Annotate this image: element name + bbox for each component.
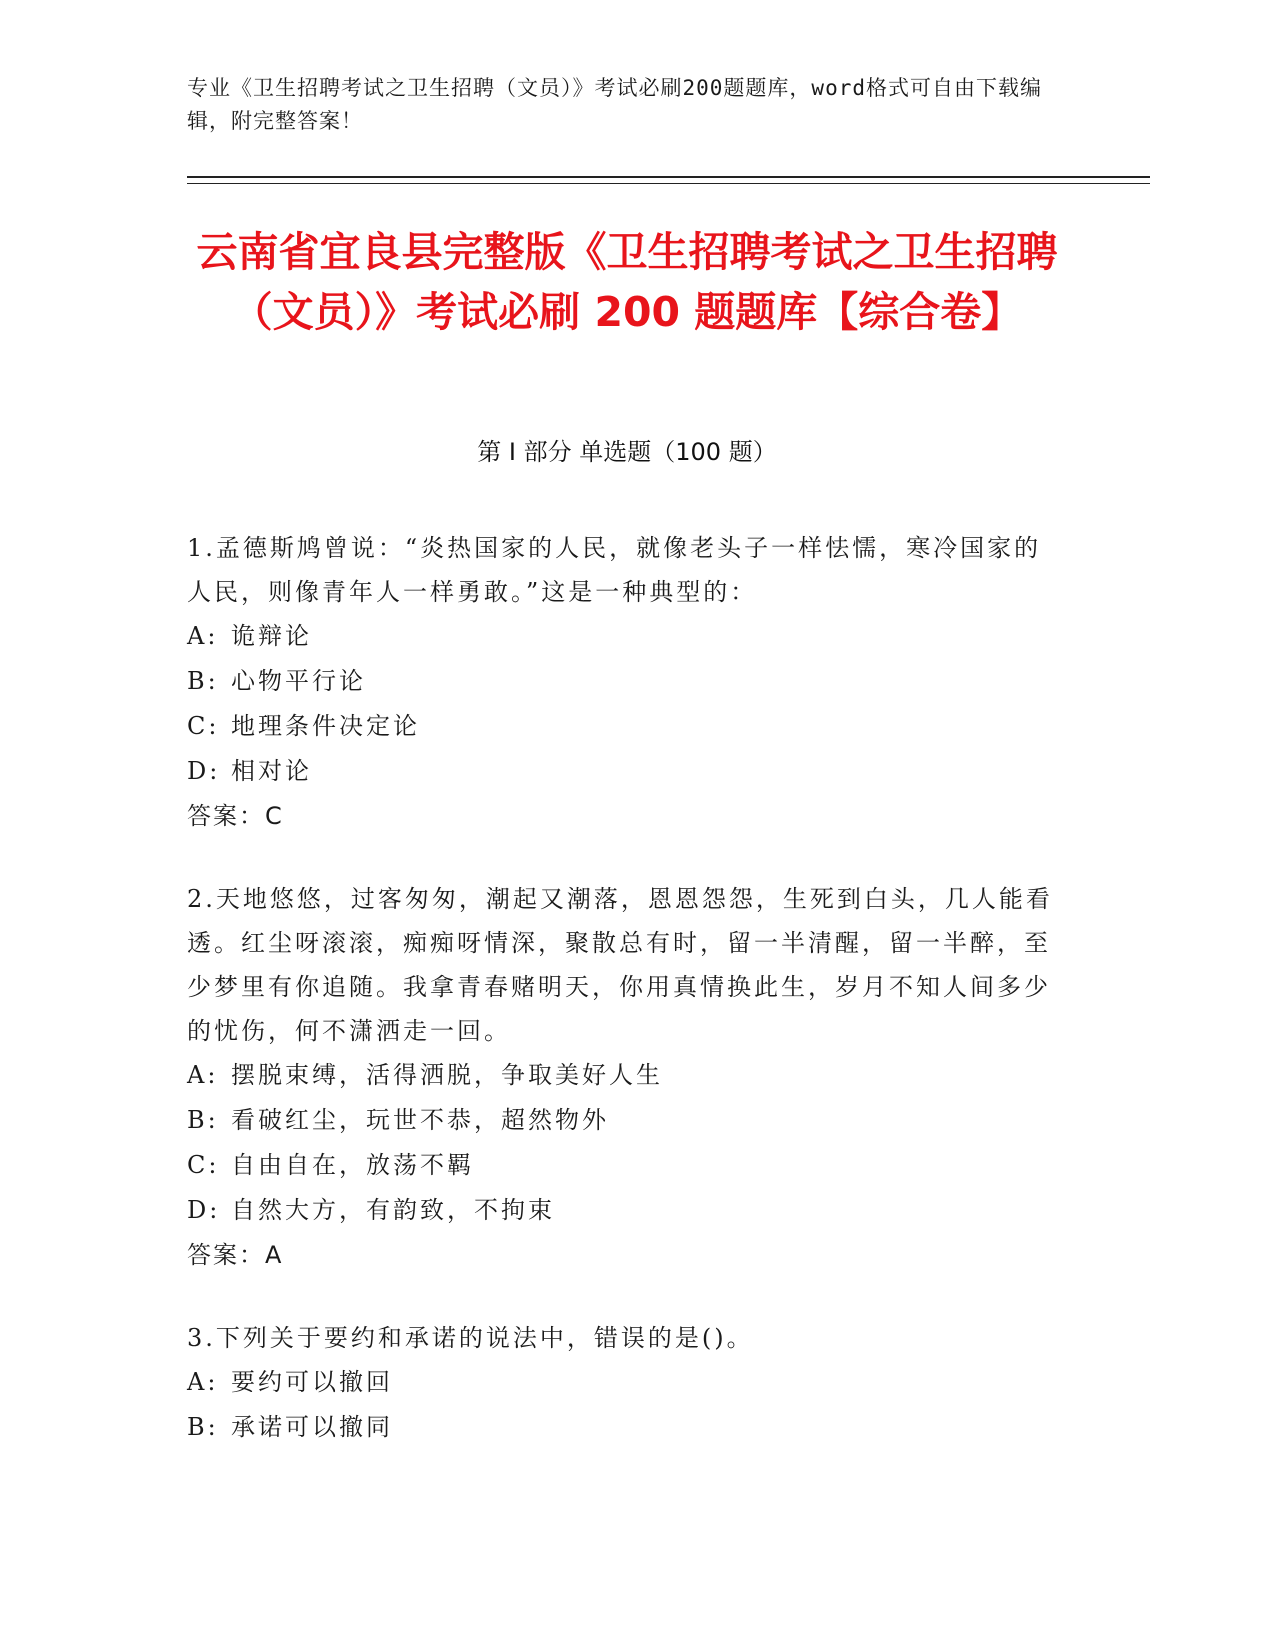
option-d (187, 1188, 1067, 1233)
option-key: B: (187, 1106, 219, 1134)
question-item (187, 877, 1067, 1278)
question-item (187, 526, 1067, 839)
option-text: 心物平行论 (231, 667, 366, 695)
option-text: 诡辩论 (231, 622, 312, 650)
option-key: C: (187, 712, 220, 740)
question-stem: 2.天地悠悠，过客匆匆，潮起又潮落，恩恩怨怨，生死到白头，几人能看透。红尘呀滚滚，痴痴呀情深，聚散总有时，留一半清醒，留一半醉，至少梦里有你追随。我拿青春赌明天，你用真情换此生，岁月不知人间多少的忧伤，何不潇洒走一回。 (187, 885, 1053, 1045)
option-a (187, 1053, 1067, 1098)
option-text: 相对论 (231, 757, 312, 785)
header-note: 专业《卫生招聘考试之卫生招聘（文员）》考试必刷200题题库，word格式可自由下载编辑，附完整答案！ (187, 76, 1042, 133)
option-a (187, 1360, 1067, 1405)
header-divider-thin (187, 183, 1150, 184)
option-key: A: (187, 1061, 219, 1089)
option-text: 地理条件决定论 (231, 712, 420, 740)
document-title: 云南省宜良县完整版《卫生招聘考试之卫生招聘（文员）》考试必刷 200 题题库【综合卷】 (196, 228, 1058, 336)
option-b (187, 659, 1067, 704)
answer-line: 答案：A (187, 1241, 284, 1269)
option-b (187, 1098, 1067, 1143)
option-key: B: (187, 667, 219, 695)
option-text: 要约可以撤回 (231, 1368, 393, 1396)
question-stem: 1.孟德斯鸠曾说：“炎热国家的人民，就像老头子一样怯懦，寒冷国家的人民，则像青年人一样勇敢。”这是一种典型的： (187, 534, 1042, 606)
option-d (187, 749, 1067, 794)
option-key: A: (187, 1368, 219, 1396)
option-key: A: (187, 622, 219, 650)
header-divider-thick (187, 176, 1150, 178)
answer-line: 答案：C (187, 802, 284, 830)
option-text: 承诺可以撤同 (231, 1413, 393, 1441)
option-text: 自然大方，有韵致，不拘束 (231, 1196, 555, 1224)
option-text: 自由自在，放荡不羁 (231, 1151, 474, 1179)
option-a (187, 614, 1067, 659)
option-text: 摆脱束缚，活得洒脱，争取美好人生 (231, 1061, 663, 1089)
option-key: B: (187, 1413, 219, 1441)
question-item (187, 1316, 1067, 1450)
option-key: D: (187, 1196, 221, 1224)
question-stem: 3.下列关于要约和承诺的说法中，错误的是()。 (187, 1324, 754, 1352)
option-b (187, 1405, 1067, 1450)
section-title: 第 I 部分 单选题（100 题） (477, 438, 777, 466)
question-list (187, 526, 1067, 1488)
option-c (187, 1143, 1067, 1188)
option-key: C: (187, 1151, 220, 1179)
option-c (187, 704, 1067, 749)
option-key: D: (187, 757, 221, 785)
option-text: 看破红尘，玩世不恭，超然物外 (231, 1106, 609, 1134)
